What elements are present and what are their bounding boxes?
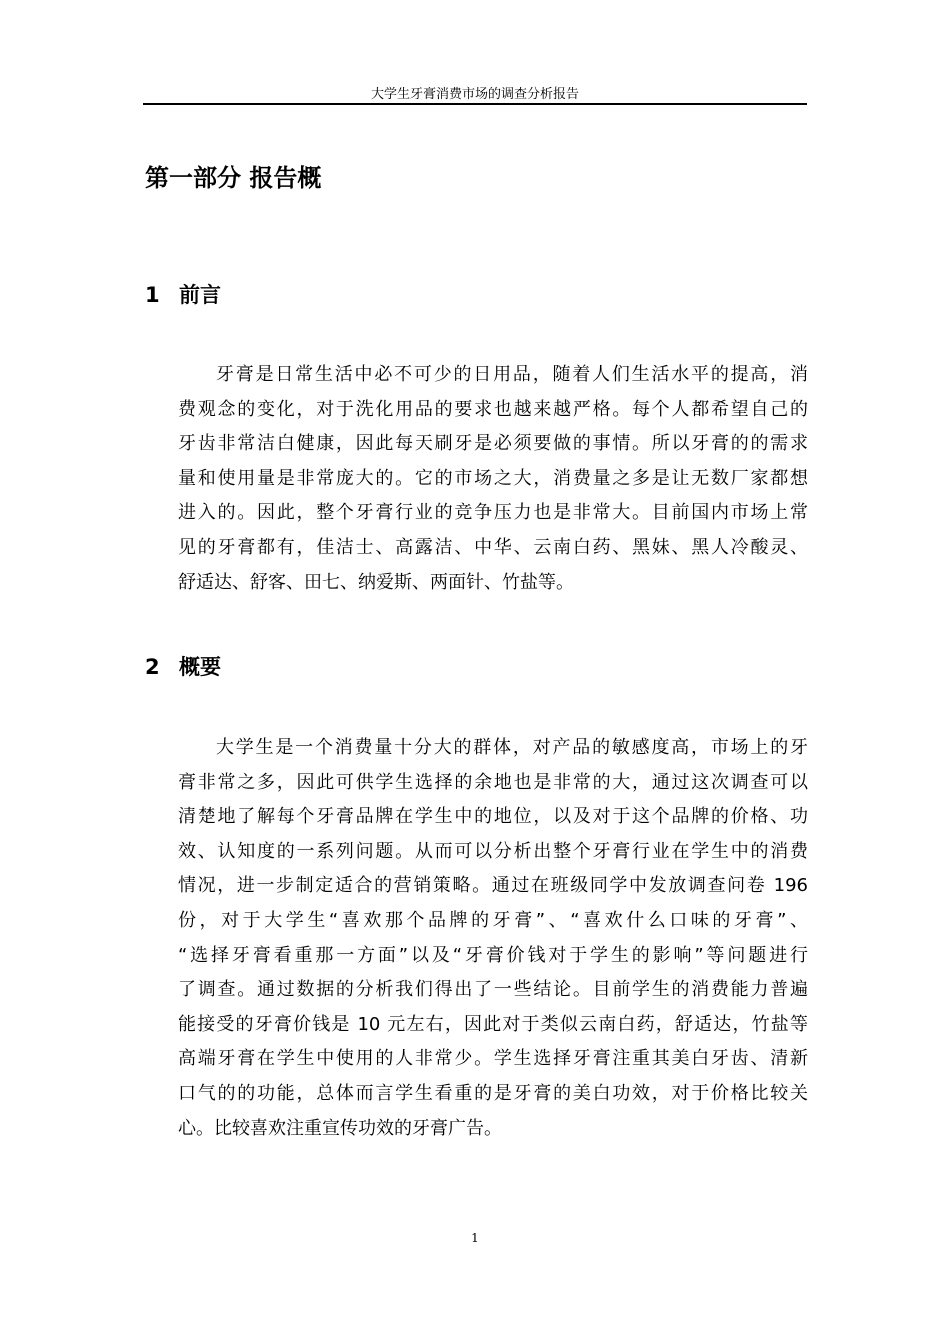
paragraph-line: 份，对于大学生“喜欢那个品牌的牙膏”、“喜欢什么口味的牙膏”、 xyxy=(178,909,808,931)
section-heading-summary xyxy=(145,651,221,683)
paragraph-line: 牙膏是日常生活中必不可少的日用品，随着人们生活水平的提高，消 xyxy=(216,364,808,385)
paragraph-line: 情况，进一步制定适合的营销策略。通过在班级同学中发放调查问卷 196 xyxy=(178,875,808,897)
paragraph-line: 口气的的功能，总体而言学生看重的是牙膏的美白功效，对于价格比较关 xyxy=(178,1082,808,1104)
paragraph-line: 见的牙膏都有，佳洁士、高露洁、中华、云南白药、黑妹、黑人冷酸灵、 xyxy=(178,536,808,558)
paragraph-line: 费观念的变化，对于洗化用品的要求也越来越严格。每个人都希望自己的 xyxy=(178,398,808,420)
paragraph-line: 了调查。通过数据的分析我们得出了一些结论。目前学生的消费能力普遍 xyxy=(178,979,808,1001)
paragraph-line: 牙齿非常洁白健康，因此每天刷牙是必须要做的事情。所以牙膏的的需求 xyxy=(178,433,808,455)
section-title: 前言 xyxy=(179,283,221,307)
running-header: 大学生牙膏消费市场的调查分析报告 xyxy=(370,87,579,102)
paragraph-line: 高端牙膏在学生中使用的人非常少。学生选择牙膏注重其美白牙齿、清新 xyxy=(178,1048,808,1070)
paragraph-line: 大学生是一个消费量十分大的群体，对产品的敏感度高，市场上的牙 xyxy=(216,737,808,758)
section-title: 概要 xyxy=(179,655,221,679)
paragraph-line: 量和使用量是非常庞大的。它的市场之大，消费量之多是让无数厂家都想 xyxy=(178,467,808,489)
part-title: 第一部分 报告概 xyxy=(145,164,322,192)
section-heading-preface xyxy=(145,279,221,311)
paragraph-line: 清楚地了解每个牙膏品牌在学生中的地位，以及对于这个品牌的价格、功 xyxy=(178,806,808,828)
summary-paragraph xyxy=(178,731,808,1146)
paragraph-line: 能接受的牙膏价钱是 10 元左右，因此对于类似云南白药，舒适达，竹盐等 xyxy=(178,1013,808,1035)
paragraph-line: 舒适达、舒客、田七、纳爱斯、两面针、竹盐等。 xyxy=(178,571,574,593)
section-number: 2 xyxy=(145,655,160,679)
header-rule xyxy=(143,103,807,105)
page-number: 1 xyxy=(471,1231,479,1245)
preface-paragraph xyxy=(178,358,808,600)
paragraph-line: 膏非常之多，因此可供学生选择的余地也是非常的大，通过这次调查可以 xyxy=(178,771,808,793)
section-number: 1 xyxy=(145,283,160,307)
paragraph-line: 进入的。因此，整个牙膏行业的竞争压力也是非常大。目前国内市场上常 xyxy=(178,502,808,524)
paragraph-line: 心。比较喜欢注重宣传功效的牙膏广告。 xyxy=(178,1117,502,1139)
paragraph-line: 效、认知度的一系列问题。从而可以分析出整个牙膏行业在学生中的消费 xyxy=(178,840,808,862)
paragraph-line: “选择牙膏看重那一方面”以及“牙膏价钱对于学生的影响”等问题进行 xyxy=(178,944,808,966)
